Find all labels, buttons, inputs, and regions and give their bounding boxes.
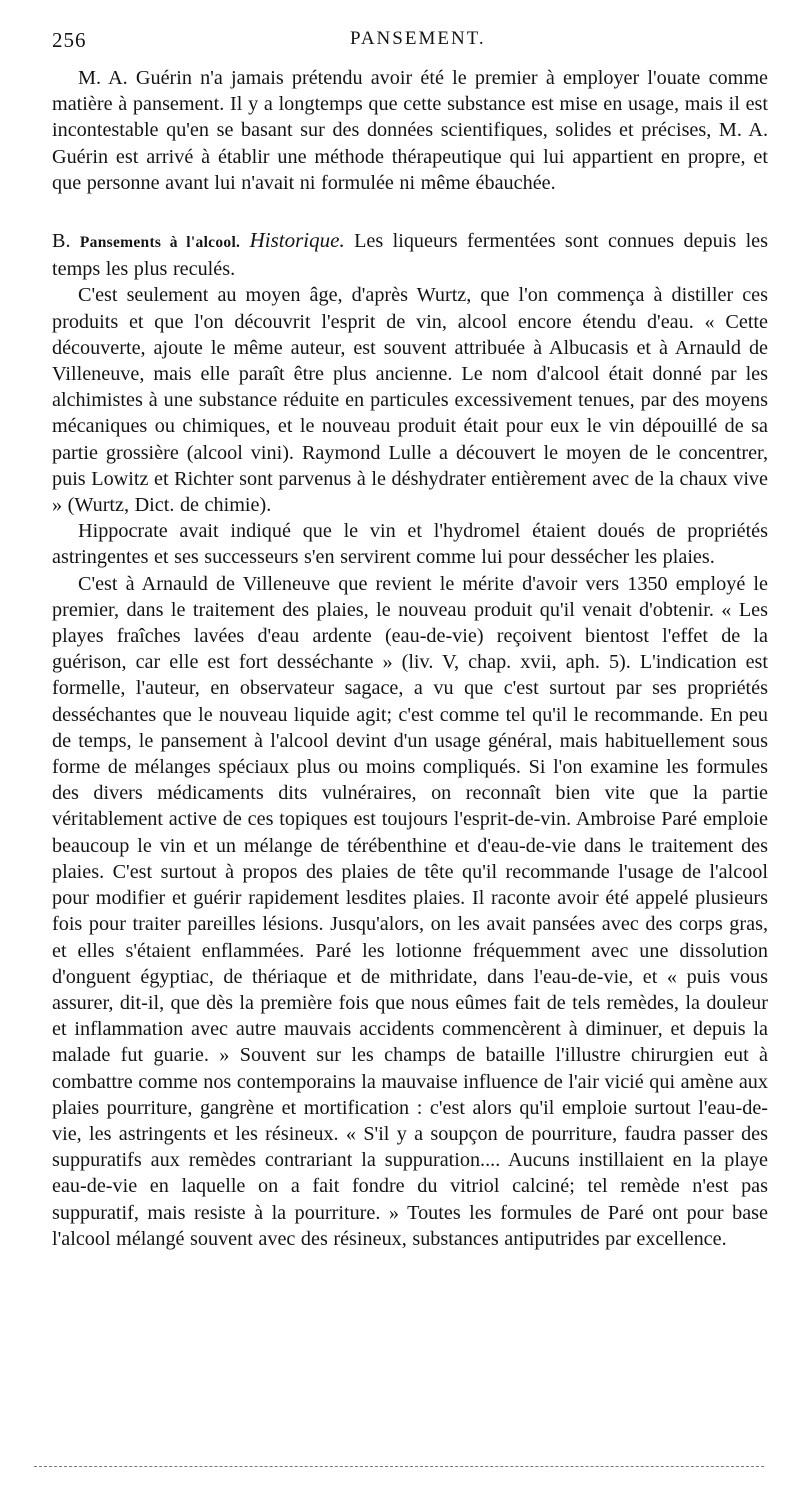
footer-dotted-rule [34, 1464, 764, 1467]
document-page [52, 28, 768, 1252]
historique-label: Historique. [249, 228, 345, 253]
section-letter: B. [52, 230, 71, 253]
paragraph-hippocrate: Hippocrate avait indiqué que le vin et l'hydromel étaient doués de propriétés astringentes et ses successeurs s'en servirent comme lui pour dessécher les plaies. [52, 520, 768, 569]
page-header [52, 28, 768, 62]
running-title: PANSEMENT. [350, 28, 486, 49]
paragraph-guerin: M. A. Guérin n'a jamais prétendu avoir été le premier à employer l'ouate comme matière à pansement. Il y a longtemps que cette substance est mise en usage, mais il est incontestable qu'en se basant sur des données scientifiques, solides et précises, M. A. Guérin est arrivé à établir une méthode thérapeutique qui lui appartient en propre, et que personne avant lui n'avait ni formulée ni même ébauchée. [52, 67, 768, 194]
page-number: 256 [52, 28, 87, 52]
paragraph-wurtz: C'est seulement au moyen âge, d'après Wurtz, que l'on commença à distiller ces produits et que l'on découvrit l'esprit de vin, alcool encore étendu d'eau. « Cette découverte, ajoute le même auteur, est souvent attribuée à Albucasis et à Arnauld de Villeneuve, mais elle paraît être plus ancienne. Le nom d'alcool était donné par les alchimistes à une substance réduite en particules excessivement tenues, par des moyens mécaniques ou chimiques, et le nouveau produit était pour eux le vin dépouillé de sa partie grossière (alcool vini). Raymond Lulle a découvert le moyen de le concentrer, puis Lowitz et Richter sont parvenus à le déshydrater entièrement avec de la chaux vive » (Wurtz, Dict. de chimie). [52, 284, 768, 517]
paragraph-arnauld: C'est à Arnauld de Villeneuve que revient le mérite d'avoir vers 1350 employé le premier, dans le traitement des plaies, le nouveau produit qu'il venait d'obtenir. « Les playes fraîches lavées d'eau ardente (eau-de-vie) reçoivent bientost l'effet de la guérison, car elle est fort desséchante » (liv. V, chap. xvii, aph. 5). L'indication est formelle, l'auteur, en observateur sagace, a vu que c'est surtout par ses propriétés desséchantes que le nouveau liquide agit; c'est comme tel qu'il le recommande. En peu de temps, le pansement à l'alcool devint d'un usage général, mais habituellement sous forme de mélanges spéciaux plus ou moins compliqués. Si l'on examine les formules des divers médicaments dits vulnéraires, on reconnaît bien vite que la partie véritablement active de ces topiques est toujours l'esprit-de-vin. Ambroise Paré emploie beaucoup le vin et un mélange de térébenthine et d'eau-de-vie dans le traitement des plaies. C'est surtout à propos des plaies de tête qu'il recommande l'usage de l'alcool pour modifier et guérir rapidement lesdites plaies. Il raconte avoir été appelé plusieurs fois pour traiter pareilles lésions. Jusqu'alors, on les avait pansées avec des corps gras, et elles s'étaient enflammées. Paré les lotionne fréquemment avec une dissolution d'onguent égyptiac, de thériaque et de mithridate, dans l'eau-de-vie, et « puis vous assurer, dit-il, que dès la première fois que nous eûmes fait de tels remèdes, la douleur et inflammation avec autre mauvais accidents commencèrent à diminuer, et depuis la malade fut guarie. » Souvent sur les champs de bataille l'illustre chirurgien eut à combattre comme nos contemporains la mauvaise influence de l'air vicié qui amène aux plaies pourriture, gangrène et mortification : c'est alors qu'il emploie surtout l'eau-de-vie, les astringents et les résineux. « S'il y a soupçon de pourriture, faudra passer des suppuratifs aux remèdes contrariant la suppuration.... Aucuns instillaient en la playe eau-de-vie en laquelle on a fait fondre du vitriol calciné; tel remède n'est pas suppuratif, mais resiste à la pourriture. » Toutes les formules de Paré ont pour base l'alcool mélangé souvent avec des résineux, substances antiputrides par excellence. [52, 572, 768, 1250]
section-heading-paragraph [52, 227, 768, 282]
section-title: Pansements à l'alcool. [79, 234, 241, 252]
section-intro-text: Les liqueurs fermentées sont connues depuis les temps les plus reculés. [52, 230, 768, 281]
